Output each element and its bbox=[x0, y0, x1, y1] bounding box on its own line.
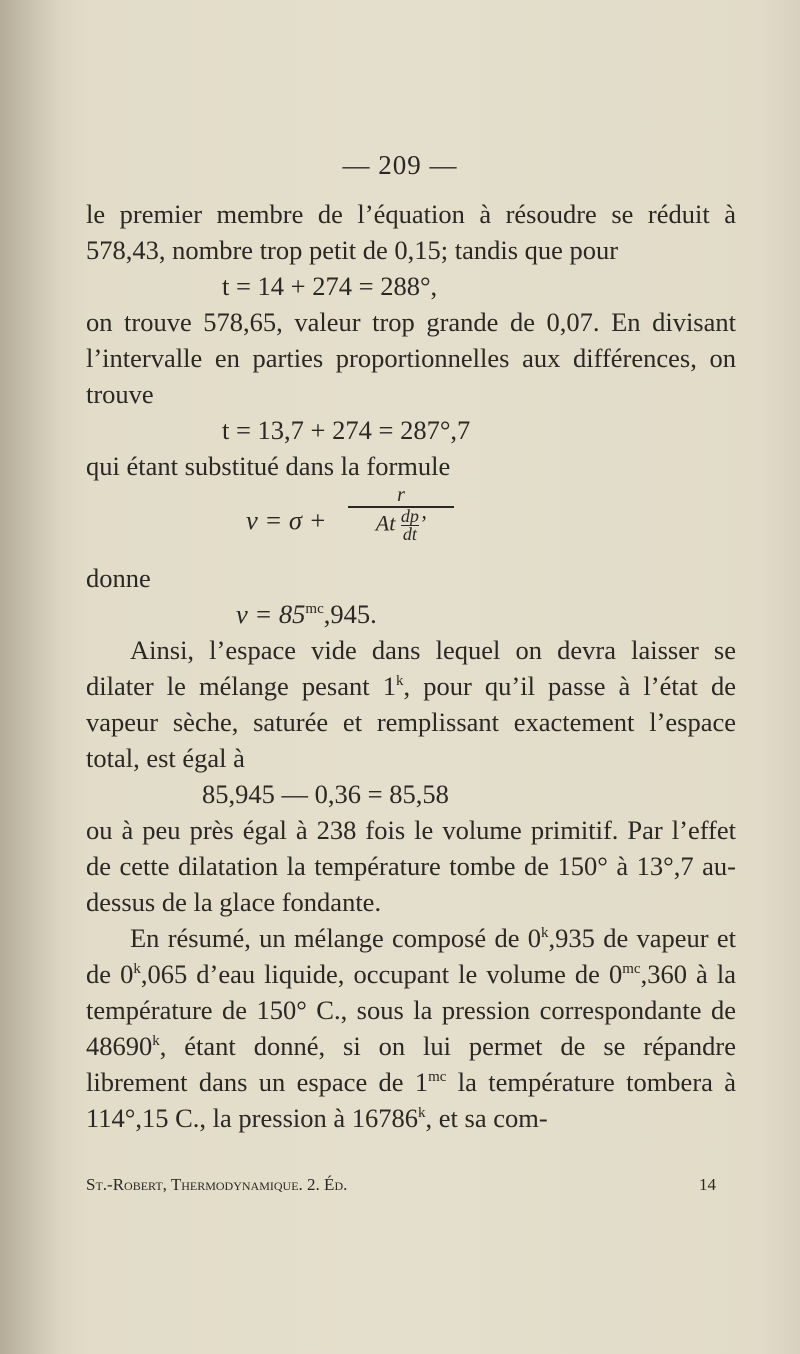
equation-1: t = 14 + 274 = 288°, bbox=[222, 271, 438, 301]
formula-numerator: r bbox=[397, 484, 405, 506]
formula-denominator: At $\frac{dp}{dt}$’ bbox=[375, 505, 427, 544]
formula bbox=[86, 484, 736, 560]
paragraph-7: En résumé, un mélange composé de 0$^k$,935 de vapeur et de 0$^k$,065 d’eau liquide, occupant le volume de $0^{mc},360$ à la température de 150° C., sous la pression correspondante de 48690$^k$, étant donné, si on lui permet de se répandre librement dans un espace de $1^{mc}$ la température tombera à 114°,15 C., la pression à 16786$^k$, et sa com- bbox=[86, 923, 736, 1133]
page-footer bbox=[86, 1175, 736, 1195]
paragraph-2: on trouve 578,65, valeur trop grande de 0,07. En divisant l’intervalle en parties proportionnelles aux différences, on trouve bbox=[86, 307, 736, 409]
formula-lhs: v = σ + bbox=[246, 505, 327, 535]
equation-2: t = 13,7 + 274 = 287°,7 bbox=[222, 415, 471, 445]
body-text bbox=[86, 196, 736, 1136]
footer-sheet-number: 14 bbox=[699, 1175, 716, 1194]
paragraph-1: le premier membre de l’équation à résoudre se réduit à 578,43, nombre trop petit de 0,15; tandis que pour bbox=[86, 199, 736, 265]
equation-3: $v = 85^{mc},945$. bbox=[236, 599, 377, 629]
page-number: — 209 — bbox=[342, 150, 458, 180]
paragraph-4: donne bbox=[86, 563, 151, 593]
formula-fraction bbox=[346, 484, 456, 543]
paragraph-3: qui étant substitué dans la formule bbox=[86, 451, 451, 481]
paragraph-5: Ainsi, l’espace vide dans lequel on devra laisser se dilater le mélange pesant 1$^k$, pour qu’il passe à l’état de vapeur sèche, saturée et remplissant exactement l’espace total, est égal à bbox=[86, 635, 736, 773]
binding-shadow bbox=[0, 0, 60, 1354]
equation-4: 85,945 — 0,36 = 85,58 bbox=[202, 779, 449, 809]
footer-signature: St.-Robert, Thermodynamique. 2. Éd. bbox=[86, 1175, 348, 1194]
paragraph-6: ou à peu près égal à 238 fois le volume primitif. Par l’effet de cette dilatation la température tombe de 150° à 13°,7 au-dessus de la glace fondante. bbox=[86, 815, 736, 917]
